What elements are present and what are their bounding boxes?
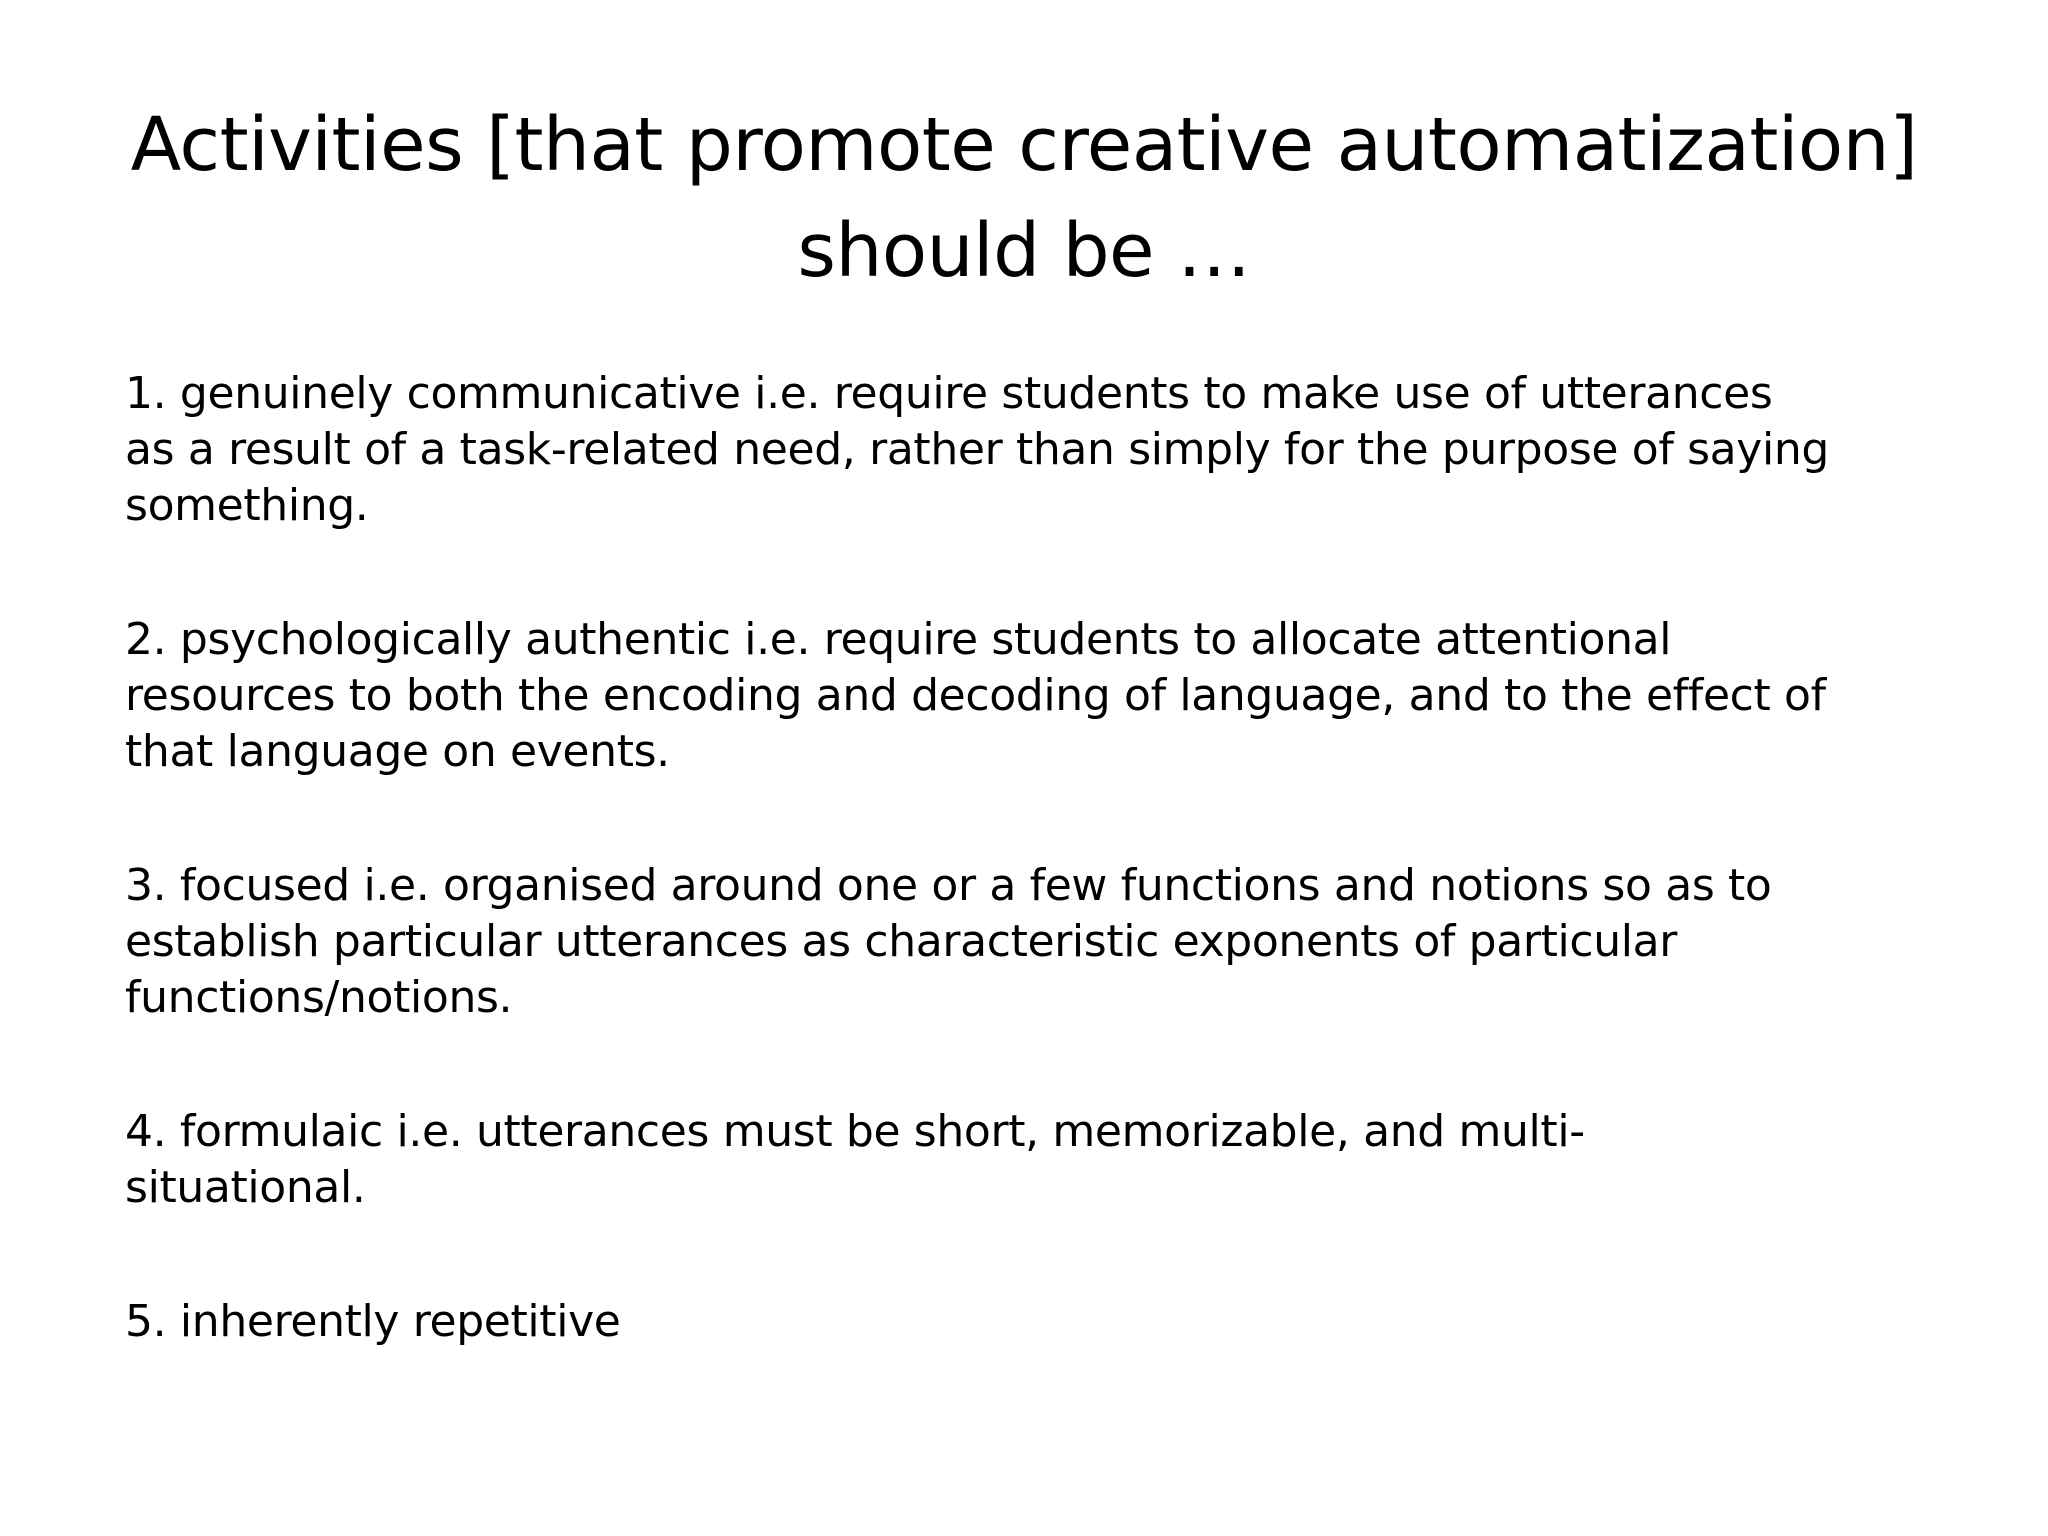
criterion-formulaic <box>125 1104 1935 1216</box>
criterion-text-line: 5. inherently repetitive <box>125 1296 621 1347</box>
criterion-text-line: establish particular utterances as characteristic exponents of particular <box>125 916 1677 967</box>
criterion-text-line: functions/notions. <box>125 972 513 1023</box>
criterion-text-line: something. <box>125 480 369 531</box>
slide-title <box>120 92 1928 304</box>
criterion-text-line: 1. genuinely communicative i.e. require students to make use of utterances <box>125 368 1773 419</box>
title-line: should be … <box>797 208 1251 294</box>
criterion-text-line: situational. <box>125 1162 366 1213</box>
criterion-text-line: resources to both the encoding and decoding of language, and to the effect of <box>125 670 1826 721</box>
title-line: Activities [that promote creative automatization] <box>130 102 1918 188</box>
criterion-psychologically-authentic <box>125 612 1935 780</box>
criterion-genuinely-communicative <box>125 366 1935 534</box>
criterion-focused <box>125 858 1935 1026</box>
criteria-list <box>125 366 1935 1350</box>
criterion-text-line: 3. focused i.e. organised around one or a few functions and notions so as to <box>125 860 1772 911</box>
criterion-text-line: 2. psychologically authentic i.e. require students to allocate attentional <box>125 614 1672 665</box>
criterion-text-line: 4. formulaic i.e. utterances must be short, memorizable, and multi- <box>125 1106 1585 1157</box>
criterion-text-line: as a result of a task-related need, rather than simply for the purpose of saying <box>125 424 1829 475</box>
criterion-text-line: that language on events. <box>125 726 670 777</box>
criterion-inherently-repetitive <box>125 1294 1935 1350</box>
